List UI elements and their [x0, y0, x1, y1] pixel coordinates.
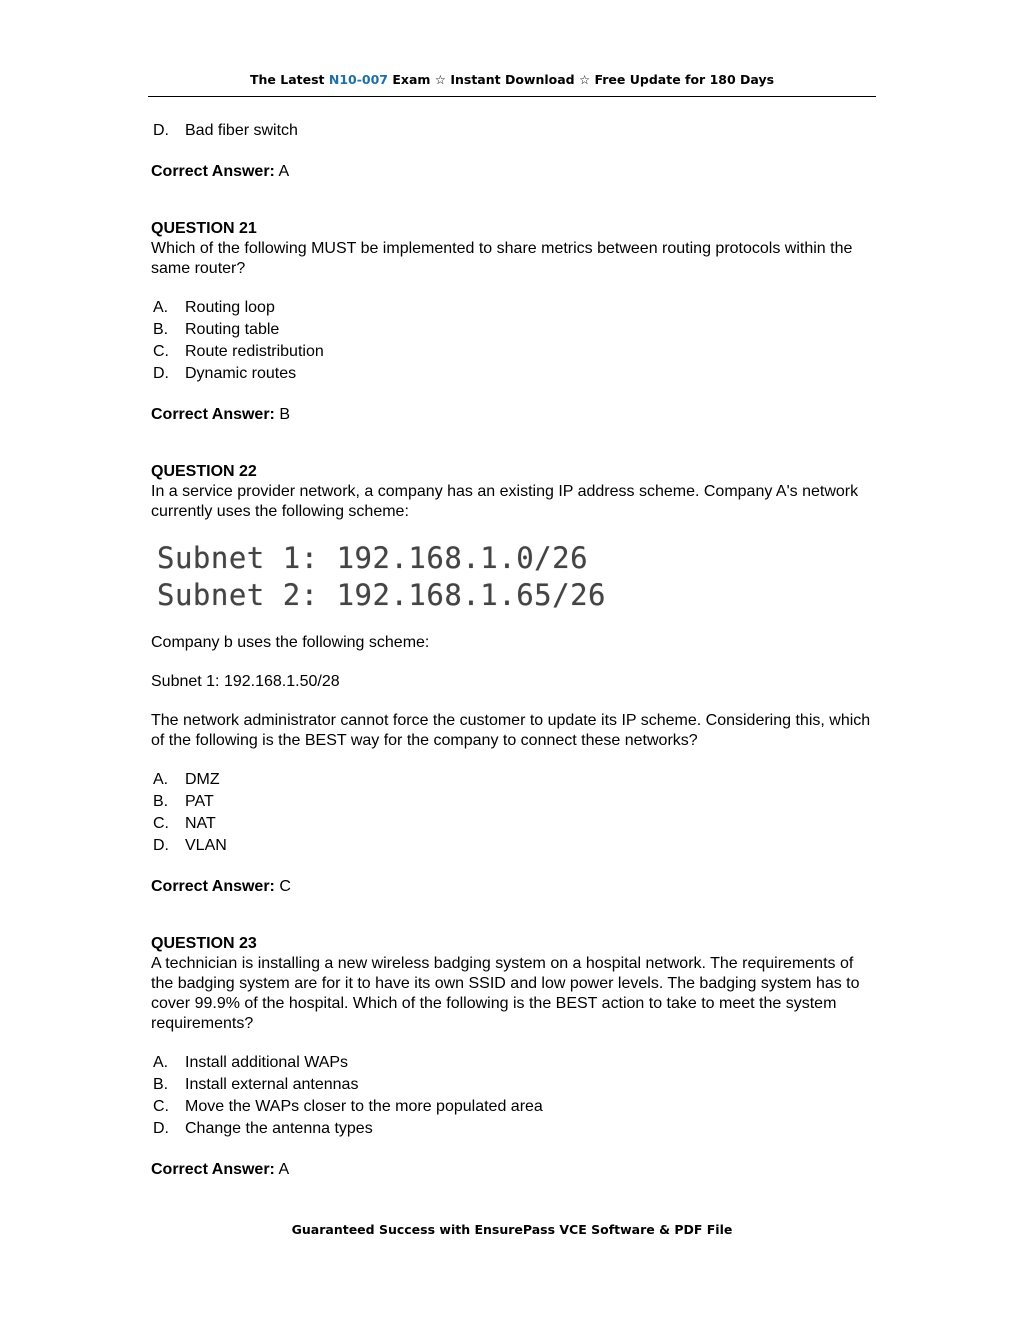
option-letter: C.: [153, 815, 169, 832]
option-letter: D.: [153, 122, 169, 139]
company-b-intro: Company b uses the following scheme:: [151, 634, 430, 651]
header-suffix: Exam ☆ Instant Download ☆ Free Update for 180 Days: [392, 72, 775, 87]
question-21-correct-answer: [151, 405, 875, 425]
answer-label: Correct Answer:: [151, 1161, 275, 1178]
option-text: Install external antennas: [185, 1076, 359, 1093]
option-d: [151, 836, 875, 858]
option-a: [151, 1053, 875, 1075]
option-text: DMZ: [185, 771, 220, 788]
answer-label: Correct Answer:: [151, 406, 275, 423]
option-text: Bad fiber switch: [185, 122, 298, 139]
option-text: Change the antenna types: [185, 1120, 373, 1137]
question-22-correct-answer: [151, 877, 875, 897]
prev-option-d: [151, 121, 875, 143]
page-header: [148, 72, 876, 87]
option-letter: C.: [153, 343, 169, 360]
option-letter: A.: [153, 299, 169, 316]
option-b: [151, 320, 875, 342]
option-a: [151, 770, 875, 792]
prev-correct-answer: [151, 162, 875, 182]
question-21-text: Which of the following MUST be implemented to share metrics between routing protocols within the same router?: [151, 240, 853, 277]
option-letter: B.: [153, 793, 169, 810]
option-letter: A.: [153, 771, 169, 788]
option-b: [151, 1075, 875, 1097]
option-text: Move the WAPs closer to the more populated area: [185, 1098, 543, 1115]
option-letter: B.: [153, 321, 169, 338]
option-letter: C.: [153, 1098, 169, 1115]
option-text: PAT: [185, 793, 214, 810]
question-23-text: A technician is installing a new wireless badging system on a hospital network. The requirements of the badging system are for it to have its own SSID and low power levels. The badging system has to cover 99.9% of the hospital. Which of the following is the BEST action to take to meet the system requirements?: [151, 955, 860, 1032]
question-21-title: QUESTION 21: [151, 220, 257, 237]
option-letter: D.: [153, 837, 169, 854]
option-a: [151, 298, 875, 320]
question-23-options: [151, 1053, 875, 1141]
page-footer: Guaranteed Success with EnsurePass VCE Software & PDF File: [291, 1222, 733, 1237]
answer-value: B: [279, 406, 291, 423]
header-prefix: The Latest: [249, 72, 325, 87]
subnet-line-1: Subnet 1: 192.168.1.0/26: [157, 541, 589, 575]
answer-label: Correct Answer:: [151, 878, 275, 895]
answer-value: C: [279, 878, 291, 895]
option-text: NAT: [185, 815, 216, 832]
option-letter: B.: [153, 1076, 169, 1093]
question-22-title: QUESTION 22: [151, 463, 257, 480]
subnet-line-2: Subnet 2: 192.168.1.65/26: [157, 578, 606, 612]
option-d: [151, 364, 875, 386]
option-c: [151, 814, 875, 836]
question-21-options: [151, 298, 875, 386]
option-text: Routing loop: [185, 299, 275, 316]
company-b-subnet: Subnet 1: 192.168.1.50/28: [151, 673, 340, 690]
option-c: [151, 342, 875, 364]
subnet-scheme-image: [157, 540, 875, 614]
option-text: Routing table: [185, 321, 280, 338]
answer-value: A: [278, 1161, 290, 1178]
option-text: VLAN: [185, 837, 227, 854]
answer-label: Correct Answer:: [151, 163, 275, 180]
option-text: Route redistribution: [185, 343, 324, 360]
option-letter: D.: [153, 1120, 169, 1137]
answer-value: A: [278, 163, 290, 180]
header-exam-code: N10-007: [328, 72, 388, 87]
option-text: Dynamic routes: [185, 365, 297, 382]
question-23-correct-answer: [151, 1160, 875, 1180]
question-22-text-2: The network administrator cannot force the customer to update its IP scheme. Considering this, which of the following is the BEST way for the company to connect these networks?: [151, 712, 871, 749]
header-rule: [148, 96, 876, 97]
question-22-options: [151, 770, 875, 858]
question-22-text: In a service provider network, a company has an existing IP address scheme. Company A's network currently uses the following scheme:: [151, 483, 859, 520]
option-b: [151, 792, 875, 814]
option-text: Install additional WAPs: [185, 1054, 349, 1071]
question-23-title: QUESTION 23: [151, 935, 257, 952]
option-letter: A.: [153, 1054, 169, 1071]
option-d: [151, 1119, 875, 1141]
page-content: [151, 121, 875, 1180]
option-letter: D.: [153, 365, 169, 382]
option-c: [151, 1097, 875, 1119]
